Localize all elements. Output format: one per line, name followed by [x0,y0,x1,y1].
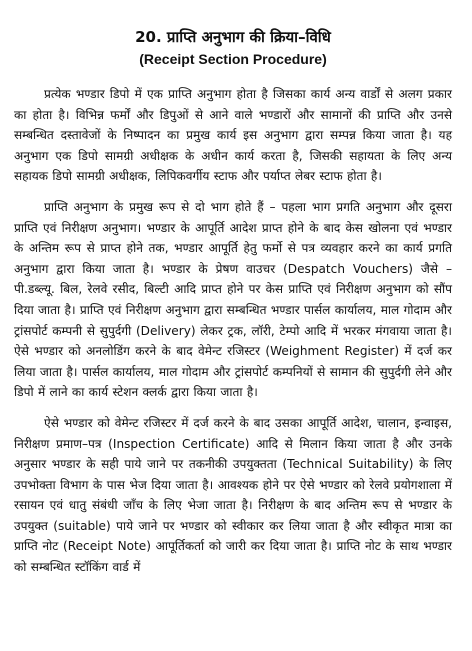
paragraph-intro: प्रत्येक भण्डार डिपो में एक प्राप्ति अनुभाग होता है जिसका कार्य अन्य वार्डों से अलग प्रकार का होता है। विभिन्न फर्मों और डिपुओं से आने वाले भण्डारों और सामानों की प्राप्ति और उनसे सम्बन्धित दस्तावेजों के निष्पादन का प्रमुख कार्य इस अनुभाग द्वारा सम्पन्न किया जाता है। यह अनुभाग एक डिपो सामग्री अधीक्षक के अधीन कार्य करता है, जिसकी सहायता के लिए अन्य सहायक डिपो सामग्री अधीक्षक, लिपिकवर्गीय स्टाफ और पर्याप्त लेबर स्टाफ होता है। [14,87,452,184]
section-title-hindi: 20. प्राप्ति अनुभाग की क्रिया–विधि [135,28,331,46]
paragraph-sections: प्राप्ति अनुभाग के प्रमुख रूप से दो भाग होते हैं – पहला भाग प्रगति अनुभाग और दूसरा प्राप्ति एवं निरीक्षण अनुभाग। भण्डार के आपूर्ति आदेश प्राप्त होने के बाद केस खोलना एवं भण्डार के अन्तिम रूप से प्राप्त होने तक, भण्डार आपूर्ति हेतु फर्मो से पत्र व्यवहार करने का कार्य प्रगति अनुभाग द्वारा किया जाता है। भण्डार के प्रेषण वाउचर (Despatch Vouchers) जैसे – पी.डब्ल्यू. बिल, रेलवे रसीद, बिल्टी आदि प्राप्त होने पर केस प्राप्ति एवं निरीक्षण अनुभाग को सौंप दिया जाता है। प्राप्ति एवं निरीक्षण अनुभाग द्वारा सम्बन्धित भण्डार पार्सल कार्यालय, माल गोदाम और ट्रांसपोर्ट कम्पनी से सुपुर्दगी (Delivery) लेकर ट्रक, लॉरी, टेम्पो आदि में भरकर मंगवाया जाता है। ऐसे भण्डार को अनलोडिंग करने के बाद वेमेन्ट रजिस्टर (Weighment Register) में दर्ज कर लिया जाता है। पार्सल कार्यालय, माल गोदाम और ट्रांसपोर्ट कम्पनियों से सामान की सुपुर्दगी लेने और डिपो में लाने का कार्य स्टेशन क्लर्क द्वारा किया जाता है। [14,199,452,400]
paragraph-inspection: ऐसे भण्डार को वेमेन्ट रजिस्टर में दर्ज करने के बाद उसका आपूर्ति आदेश, चालान, इन्वाइस, निरीक्षण प्रमाण–पत्र (Inspection Certificate) आदि से मिलान किया जाता है और उनके अनुसार भण्डार के सही पाये जाने पर तकनीकी उपयुक्तता (Technical Suitability) के लिए उपभोक्ता विभाग के पास भेज दिया जाता है। आवश्यक होने पर ऐसे भण्डार को रेलवे प्रयोगशाला में रसायन एवं धातु संबंधी जाँच के लिए भेजा जाता है। निरीक्षण के बाद अन्तिम रूप से भण्डार के उपयुक्त (suitable) पाये जाने पर भण्डार को स्वीकार कर लिया जाता है और स्वीकृत मात्रा का प्राप्ति नोट (Receipt Note) आपूर्तिकर्ता को जारी कर दिया जाता है। प्राप्ति नोट के साथ भण्डार को सम्बन्धित स्टॉकिंग वार्ड में [14,415,452,575]
section-title-english: (Receipt Section Procedure) [139,51,327,67]
